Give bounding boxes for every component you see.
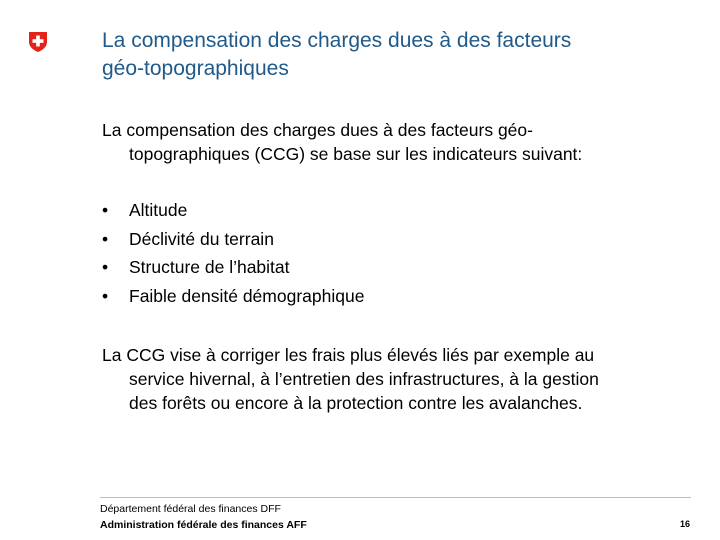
list-item-label: Altitude [129,200,188,220]
outro-line-2: service hivernal, à l’entretien des infrastructures, à la gestion [129,369,599,389]
slide-title-line-2: géo-topographiques [102,57,289,80]
outro-paragraph [102,343,672,415]
outro-line-3: des forêts ou encore à la protection contre les avalanches. [129,393,583,413]
bullet-icon: • [102,228,109,249]
list-item-label: Déclivité du terrain [129,228,274,249]
slide-title [102,27,702,83]
list-item [102,253,364,282]
footer-department: Département fédéral des finances DFF [100,503,281,515]
footer [100,501,307,533]
intro-line-1: La compensation des charges dues à des facteurs géo- [102,120,533,140]
outro-line-1: La CCG vise à corriger les frais plus élevés liés par exemple au [102,345,595,365]
intro-paragraph [102,118,672,166]
footer-administration: Administration fédérale des finances AFF [100,519,307,531]
list-item [102,225,364,254]
intro-line-2: topographiques (CCG) se base sur les indicateurs suivant: [129,144,583,164]
list-item [102,282,364,311]
bullet-icon: • [102,200,109,220]
swiss-cross-shield-icon [28,31,48,53]
list-item-label: Faible densité démographique [129,285,365,306]
bullet-icon: • [102,257,109,277]
list-item [102,196,364,225]
slide-title-line-1: La compensation des charges dues à des facteurs [102,29,572,52]
indicator-list [102,196,364,310]
list-item-label: Structure de l’habitat [129,257,290,277]
bullet-icon: • [102,285,109,306]
footer-divider [100,497,691,498]
page-number: 16 [679,519,690,529]
